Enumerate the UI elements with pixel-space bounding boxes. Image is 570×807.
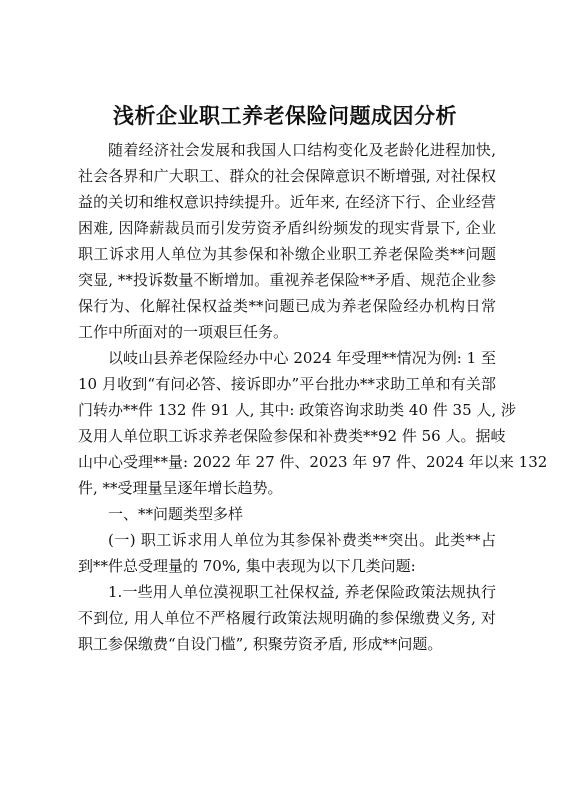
- paragraph: [78, 527, 496, 579]
- text-line: 工作中所面对的一项艰巨任务。: [78, 323, 289, 341]
- paragraph: [78, 345, 548, 501]
- text-line: 及用人单位职工诉求养老保险参保和补费类**92 件 56 人。据岐: [78, 427, 506, 445]
- text-line: 随着经济社会发展和我国人口结构变化及老龄化进程加快,: [108, 141, 496, 159]
- text-line: 益的关切和维权意识持续提升。近年来, 在经济下行、企业经营: [78, 193, 496, 211]
- text-line: 困难, 因降薪裁员而引发劳资矛盾纠纷频发的现实背景下, 企业: [78, 219, 496, 237]
- text-line: 保行为、化解社保权益类**问题已成为养老保险经办机构日常: [78, 297, 496, 315]
- document-body: [78, 137, 548, 657]
- text-line: 到**件总受理量的 70%, 集中表现为以下几类问题:: [78, 557, 416, 575]
- text-line: 突显, **投诉数量不断增加。重视养老保险**矛盾、规范企业参: [78, 271, 496, 289]
- document-title: 浅析企业职工养老保险问题成因分析: [113, 103, 457, 128]
- text-line: 10 月收到“有问必答、接诉即办”平台批办**求助工单和有关部: [78, 375, 496, 393]
- text-line: 职工诉求用人单位为其参保和补缴企业职工养老保险类**问题: [78, 245, 496, 263]
- text-line: 不到位, 用人单位不严格履行政策法规明确的参保缴费义务, 对: [78, 609, 496, 627]
- section-heading: [78, 501, 496, 527]
- text-line: (一) 职工诉求用人单位为其参保补费类**突出。此类**占: [108, 531, 496, 549]
- paragraph: [78, 137, 496, 345]
- text-line: 门转办**件 132 件 91 人, 其中: 政策咨询求助类 40 件 35 人, 涉: [78, 401, 516, 419]
- text-line: 件, **受理量呈逐年增长趋势。: [78, 479, 283, 497]
- paragraph: [78, 579, 496, 657]
- text-line: 山中心受理**量: 2022 年 27 件、2023 年 97 件、2024 年以来 132: [78, 453, 548, 471]
- text-line: 以岐山县养老保险经办中心 2024 年受理**情况为例: 1 至: [108, 349, 496, 367]
- text-line: 社会各界和广大职工、群众的社会保障意识不断增强, 对社保权: [78, 167, 496, 185]
- text-line: 1.一些用人单位漠视职工社保权益, 养老保险政策法规执行: [108, 583, 496, 601]
- text-line: 职工参保缴费“自设门槛”, 积聚劳资矛盾, 形成**问题。: [78, 635, 443, 653]
- text-line: 一、**问题类型多样: [108, 505, 244, 523]
